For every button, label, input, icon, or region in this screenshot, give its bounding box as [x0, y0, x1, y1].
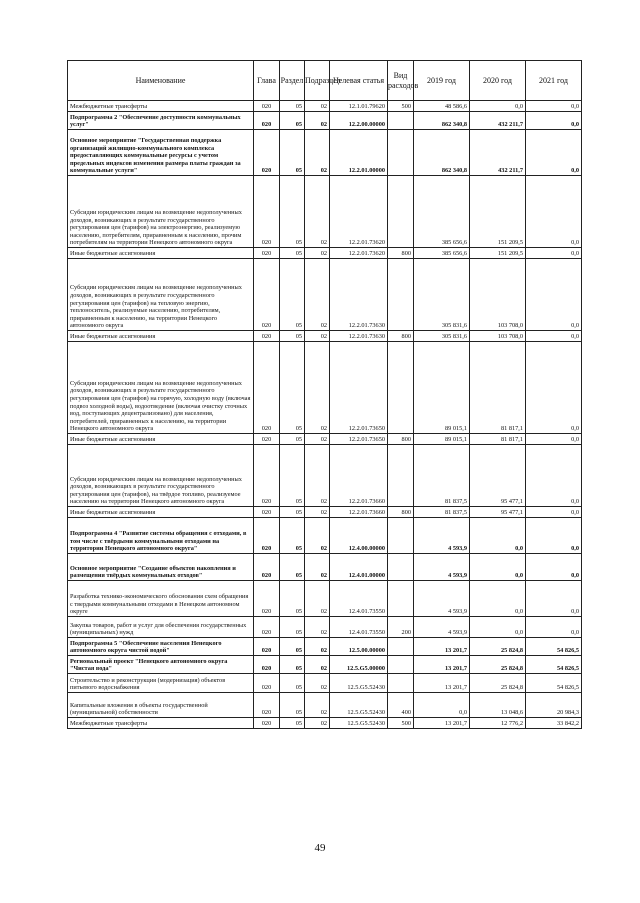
table-cell-razdel: 05: [280, 259, 305, 331]
table-cell-2019: 0,0: [414, 693, 470, 718]
table-row: [68, 445, 582, 507]
table-row: [68, 331, 582, 342]
table-cell-2020: 0,0: [470, 617, 526, 638]
table-cell-razdel: 05: [280, 176, 305, 248]
table-cell-2019: 13 201,7: [414, 674, 470, 693]
table-cell-2019: 385 656,6: [414, 248, 470, 259]
table-cell-2020: 13 048,6: [470, 693, 526, 718]
table-cell-glava: 020: [254, 718, 280, 729]
table-cell-name: Субсидии юридическим лицам на возмещение недополученных доходов, возникающих в результате государственного регулирования цен (тарифов) на электроэнергию, реализуемую населению, потребителям, приравненным к населению, прочим потребителям на территории Ненецкого автономного округа: [68, 176, 254, 248]
table-cell-2021: 33 842,2: [526, 718, 582, 729]
table-cell-razdel: 05: [280, 507, 305, 518]
table-cell-2021: 0,0: [526, 581, 582, 617]
table-cell-2020: 0,0: [470, 101, 526, 112]
table-cell-podrazdel: 02: [305, 445, 330, 507]
table-row: [68, 130, 582, 176]
table-cell-article: 12.4.01.73550: [330, 581, 388, 617]
table-cell-name: Подпрограмма 5 "Обеспечение населения Ненецкого автономного округа чистой водой": [68, 638, 254, 656]
table-cell-2020: 81 817,1: [470, 342, 526, 434]
table-cell-2019: 4 593,9: [414, 617, 470, 638]
table-cell-razdel: 05: [280, 718, 305, 729]
table-cell-2019: 81 837,5: [414, 445, 470, 507]
table-cell-name: Межбюджетные трансферты: [68, 718, 254, 729]
table-row: [68, 518, 582, 554]
header-vid: Вид расходов: [388, 61, 414, 101]
budget-table: [67, 60, 582, 729]
table-cell-vid: [388, 112, 414, 130]
table-cell-article: 12.5.00.00000: [330, 638, 388, 656]
page-number: 49: [314, 842, 326, 854]
table-cell-podrazdel: 02: [305, 434, 330, 445]
table-cell-article: 12.2.01.73650: [330, 342, 388, 434]
table-cell-glava: 020: [254, 554, 280, 581]
table-cell-podrazdel: 02: [305, 638, 330, 656]
table-cell-article: 12.2.01.73660: [330, 445, 388, 507]
table-cell-glava: 020: [254, 507, 280, 518]
table-cell-article: 12.2.00.00000: [330, 112, 388, 130]
table-cell-vid: [388, 581, 414, 617]
table-cell-2020: 432 211,7: [470, 130, 526, 176]
table-cell-2021: 0,0: [526, 101, 582, 112]
table-cell-2021: 0,0: [526, 518, 582, 554]
table-cell-2021: 0,0: [526, 248, 582, 259]
header-podrazdel: Подраздел: [305, 61, 330, 101]
table-cell-vid: [388, 176, 414, 248]
table-cell-2020: 151 209,5: [470, 248, 526, 259]
table-row: [68, 656, 582, 674]
table-cell-razdel: 05: [280, 674, 305, 693]
table-cell-2020: 0,0: [470, 581, 526, 617]
table-cell-podrazdel: 02: [305, 331, 330, 342]
table-cell-razdel: 05: [280, 581, 305, 617]
table-cell-glava: 020: [254, 518, 280, 554]
table-cell-article: 12.5.G5.52430: [330, 693, 388, 718]
table-cell-vid: [388, 259, 414, 331]
table-cell-podrazdel: 02: [305, 248, 330, 259]
table-row: [68, 342, 582, 434]
table-cell-glava: 020: [254, 445, 280, 507]
table-cell-2021: 54 826,5: [526, 674, 582, 693]
table-row: [68, 101, 582, 112]
table-cell-2021: 0,0: [526, 130, 582, 176]
table-cell-vid: [388, 554, 414, 581]
table-cell-name: Основное мероприятие "Государственная поддержка организаций жилищно-коммунального комплекса предоставляющих коммунальные ресурсы с учетом предельных индексов изменения размера платы граждан за коммунальные услуги": [68, 130, 254, 176]
table-cell-podrazdel: 02: [305, 176, 330, 248]
table-cell-razdel: 05: [280, 693, 305, 718]
table-cell-2020: 432 211,7: [470, 112, 526, 130]
table-cell-razdel: 05: [280, 130, 305, 176]
table-cell-razdel: 05: [280, 112, 305, 130]
table-cell-vid: [388, 342, 414, 434]
table-cell-razdel: 05: [280, 342, 305, 434]
table-cell-razdel: 05: [280, 656, 305, 674]
table-cell-2020: 25 824,8: [470, 674, 526, 693]
table-cell-glava: 020: [254, 342, 280, 434]
table-cell-2021: 0,0: [526, 507, 582, 518]
table-cell-2020: 25 824,8: [470, 638, 526, 656]
table-cell-vid: [388, 445, 414, 507]
table-cell-glava: 020: [254, 101, 280, 112]
table-row: [68, 507, 582, 518]
table-row: [68, 617, 582, 638]
table-cell-razdel: 05: [280, 248, 305, 259]
table-header-row: [68, 61, 582, 101]
table-cell-razdel: 05: [280, 434, 305, 445]
table-cell-article: 12.2.01.73650: [330, 434, 388, 445]
table-cell-2019: 305 831,6: [414, 331, 470, 342]
table-cell-glava: 020: [254, 617, 280, 638]
table-cell-2020: 103 708,0: [470, 331, 526, 342]
table-cell-razdel: 05: [280, 445, 305, 507]
table-cell-vid: 800: [388, 507, 414, 518]
table-row: [68, 176, 582, 248]
table-cell-name: Подпрограмма 4 "Развитие системы обращения с отходами, в том числе с твёрдыми коммунальными отходами на территории Ненецкого автономного округа": [68, 518, 254, 554]
table-cell-2020: 151 209,5: [470, 176, 526, 248]
table-cell-glava: 020: [254, 112, 280, 130]
table-cell-name: Закупка товаров, работ и услуг для обеспечения государственных (муниципальных) нужд: [68, 617, 254, 638]
table-cell-2019: 4 593,9: [414, 518, 470, 554]
table-body: [68, 101, 582, 729]
table-cell-2020: 0,0: [470, 518, 526, 554]
table-cell-name: Региональный проект "Ненецкого автономного округа "Чистая вода": [68, 656, 254, 674]
header-article: Целевая статья: [330, 61, 388, 101]
table-row: [68, 674, 582, 693]
table-cell-podrazdel: 02: [305, 507, 330, 518]
table-cell-vid: [388, 674, 414, 693]
table-cell-name: Межбюджетные трансферты: [68, 101, 254, 112]
table-cell-2019: 81 837,5: [414, 507, 470, 518]
table-cell-2019: 89 015,1: [414, 342, 470, 434]
table-cell-vid: 400: [388, 693, 414, 718]
table-cell-razdel: 05: [280, 101, 305, 112]
table-cell-2019: 89 015,1: [414, 434, 470, 445]
table-cell-2021: 0,0: [526, 617, 582, 638]
table-cell-name: Капитальные вложения в объекты государственной (муниципальной) собственности: [68, 693, 254, 718]
table-cell-podrazdel: 02: [305, 656, 330, 674]
table-cell-vid: [388, 638, 414, 656]
table-cell-glava: 020: [254, 581, 280, 617]
table-cell-name: Разработка технико-экономического обоснования схем обращения с твердыми коммунальными отходами в Ненецком автономном округе: [68, 581, 254, 617]
table-cell-article: 12.2.01.00000: [330, 130, 388, 176]
table-cell-2021: 0,0: [526, 434, 582, 445]
table-cell-name: Субсидии юридическим лицам на возмещение недополученных доходов, возникающих в результате государственного регулирования цен (тарифов) на тепловую энергию, теплоноситель, реализуемые населению, потребителям, приравненным к населению, на территории Ненецкого автономного округа: [68, 259, 254, 331]
table-cell-2020: 95 477,1: [470, 507, 526, 518]
table-cell-article: 12.2.01.73620: [330, 176, 388, 248]
table-row: [68, 718, 582, 729]
header-glava: Глава: [254, 61, 280, 101]
table-cell-2020: 25 824,8: [470, 656, 526, 674]
table-cell-podrazdel: 02: [305, 718, 330, 729]
table-cell-article: 12.4.01.00000: [330, 554, 388, 581]
table-cell-name: Основное мероприятие "Создание объектов накопления и размещения твёрдых коммунальных отходов": [68, 554, 254, 581]
table-cell-glava: 020: [254, 434, 280, 445]
table-row: [68, 693, 582, 718]
table-cell-2021: 0,0: [526, 554, 582, 581]
table-cell-article: 12.5.G5.52430: [330, 718, 388, 729]
table-cell-name: Иные бюджетные ассигнования: [68, 331, 254, 342]
table-cell-name: Иные бюджетные ассигнования: [68, 434, 254, 445]
header-2019: 2019 год: [414, 61, 470, 101]
table-cell-glava: 020: [254, 693, 280, 718]
table-cell-razdel: 05: [280, 638, 305, 656]
table-cell-vid: 500: [388, 718, 414, 729]
table-cell-name: Строительство и реконструкция (модернизация) объектов питьевого водоснабжения: [68, 674, 254, 693]
table-cell-article: 12.2.01.73620: [330, 248, 388, 259]
table-cell-podrazdel: 02: [305, 342, 330, 434]
table-cell-2019: 13 201,7: [414, 638, 470, 656]
table-cell-razdel: 05: [280, 331, 305, 342]
table-cell-2020: 81 817,1: [470, 434, 526, 445]
header-name: Наименование: [68, 61, 254, 101]
table-cell-2019: 305 831,6: [414, 259, 470, 331]
table-row: [68, 581, 582, 617]
table-cell-podrazdel: 02: [305, 112, 330, 130]
table-cell-name: Субсидии юридическим лицам на возмещение недополученных доходов, возникающих в результате государственного регулирования цен (тарифов), на твёрдое топливо, реализуемое населению на территории Ненецкого автономного округа: [68, 445, 254, 507]
table-cell-2019: 862 340,8: [414, 112, 470, 130]
header-2020: 2020 год: [470, 61, 526, 101]
table-cell-2019: 4 593,9: [414, 554, 470, 581]
table-cell-2021: 54 826,5: [526, 656, 582, 674]
table-cell-2020: 95 477,1: [470, 445, 526, 507]
table-cell-name: Субсидии юридическим лицам на возмещение недополученных доходов, возникающих в результате государственного регулирования цен (тарифов) на горячую, холодную воду (включая подвоз холодной воды), водоотведение (включая очистку сточных вод, поступающих децентрализовано) для населения, потребителей, приравненных к населению, на территории Ненецкого автономного округа: [68, 342, 254, 434]
table-cell-vid: [388, 518, 414, 554]
table-cell-article: 12.4.01.73550: [330, 617, 388, 638]
table-cell-vid: 500: [388, 101, 414, 112]
table-cell-glava: 020: [254, 248, 280, 259]
table-cell-glava: 020: [254, 176, 280, 248]
table-cell-glava: 020: [254, 259, 280, 331]
table-cell-2021: 0,0: [526, 112, 582, 130]
table-cell-article: 12.2.01.73630: [330, 331, 388, 342]
table-cell-razdel: 05: [280, 518, 305, 554]
table-cell-2020: 103 708,0: [470, 259, 526, 331]
table-cell-article: 12.5.G5.52430: [330, 674, 388, 693]
table-cell-glava: 020: [254, 130, 280, 176]
table-cell-vid: 800: [388, 331, 414, 342]
table-cell-article: 12.4.00.00000: [330, 518, 388, 554]
table-cell-glava: 020: [254, 656, 280, 674]
table-row: [68, 259, 582, 331]
table-cell-2019: 4 593,9: [414, 581, 470, 617]
table-cell-article: 12.1.01.79620: [330, 101, 388, 112]
table-cell-podrazdel: 02: [305, 101, 330, 112]
table-cell-name: Подпрограмма 2 "Обеспечение доступности коммунальных услуг": [68, 112, 254, 130]
table-cell-2021: 0,0: [526, 176, 582, 248]
table-row: [68, 434, 582, 445]
table-row: [68, 248, 582, 259]
table-cell-2019: 385 656,6: [414, 176, 470, 248]
table-cell-glava: 020: [254, 638, 280, 656]
table-cell-2021: 0,0: [526, 342, 582, 434]
table-cell-podrazdel: 02: [305, 259, 330, 331]
table-cell-vid: [388, 130, 414, 176]
table-cell-name: Иные бюджетные ассигнования: [68, 248, 254, 259]
table-cell-2020: 12 776,2: [470, 718, 526, 729]
table-row: [68, 638, 582, 656]
table-cell-vid: 200: [388, 617, 414, 638]
table-cell-glava: 020: [254, 674, 280, 693]
table-cell-2019: 13 201,7: [414, 656, 470, 674]
table-cell-2021: 0,0: [526, 445, 582, 507]
table-cell-podrazdel: 02: [305, 518, 330, 554]
table-cell-2021: 20 984,3: [526, 693, 582, 718]
table-cell-razdel: 05: [280, 617, 305, 638]
table-cell-podrazdel: 02: [305, 130, 330, 176]
table-cell-2019: 48 586,6: [414, 101, 470, 112]
table-cell-glava: 020: [254, 331, 280, 342]
table-cell-2019: 862 340,8: [414, 130, 470, 176]
table-cell-podrazdel: 02: [305, 674, 330, 693]
table-cell-article: 12.5.G5.00000: [330, 656, 388, 674]
table-cell-podrazdel: 02: [305, 554, 330, 581]
table-cell-name: Иные бюджетные ассигнования: [68, 507, 254, 518]
table-cell-2019: 13 201,7: [414, 718, 470, 729]
table-cell-2021: 0,0: [526, 259, 582, 331]
table-cell-vid: 800: [388, 248, 414, 259]
table-cell-article: 12.2.01.73660: [330, 507, 388, 518]
table-cell-vid: [388, 656, 414, 674]
table-row: [68, 554, 582, 581]
header-2021: 2021 год: [526, 61, 582, 101]
table-cell-podrazdel: 02: [305, 617, 330, 638]
table-cell-article: 12.2.01.73630: [330, 259, 388, 331]
table-cell-2021: 54 826,5: [526, 638, 582, 656]
table-cell-vid: 800: [388, 434, 414, 445]
table-cell-podrazdel: 02: [305, 581, 330, 617]
table-cell-podrazdel: 02: [305, 693, 330, 718]
header-razdel: Раздел: [280, 61, 305, 101]
table-row: [68, 112, 582, 130]
table-cell-razdel: 05: [280, 554, 305, 581]
table-cell-2020: 0,0: [470, 554, 526, 581]
table-cell-2021: 0,0: [526, 331, 582, 342]
